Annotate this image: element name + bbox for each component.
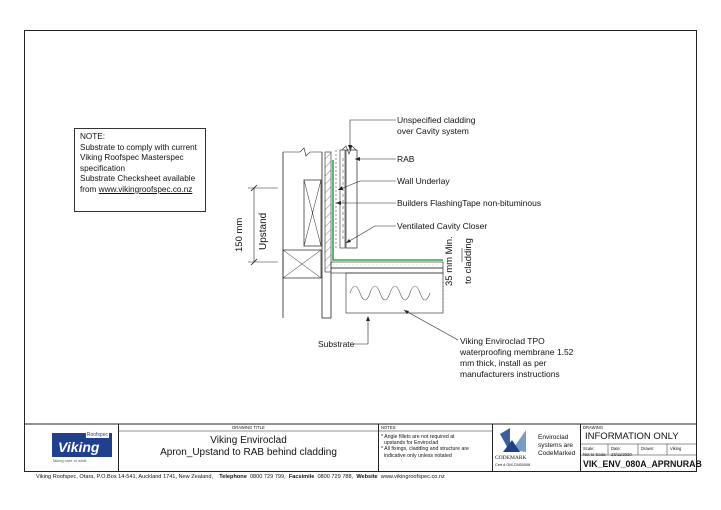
notes-line-2: upstands for Enviroclad — [384, 440, 439, 447]
note-line-2: Viking Roofspec Masterspec — [80, 153, 184, 163]
notes-panel — [378, 424, 492, 472]
note-heading: NOTE: — [80, 132, 106, 141]
logo-viking: Viking — [58, 439, 100, 455]
note-line-5 — [80, 185, 200, 196]
footer-tel-label: Telephone — [219, 474, 247, 480]
notes-line-3: * All fixings, cladding and structure are — [381, 446, 469, 453]
callout-membrane-3: mm thick, install as per — [460, 358, 547, 368]
note-line-1: Substrate to comply with current — [80, 142, 197, 152]
codemark-wordmark: CODEMARK — [495, 455, 527, 461]
drawing-title-line-2: Apron_Upstand to RAB behind cladding — [160, 447, 337, 458]
callout-cladding-1: Unspecified cladding — [397, 115, 476, 125]
notes-label: NOTES: — [381, 425, 397, 430]
logo-tagline: Taking care of what — [52, 458, 87, 463]
footer-address: Viking Roofspec, Otara, P.O.Box 14-541, Auckland 1741, New Zealand, — [36, 474, 214, 480]
scale-label: Scale: — [583, 446, 595, 451]
footer-web[interactable]: www.vikingroofspec.co.nz — [380, 474, 445, 480]
dimension-upstand: Upstand — [258, 212, 269, 250]
note-line-4: Substrate Checksheet available — [80, 174, 196, 184]
codemark-text-2: systems are — [538, 441, 574, 449]
wall-framing — [283, 148, 322, 318]
scale-value: Not to Scale — [583, 452, 606, 457]
drawing-info-panel — [580, 424, 702, 472]
drawn-label: Drawn: — [641, 446, 655, 451]
callout-cladding-2: over Cavity system — [397, 126, 469, 136]
company-footer — [36, 474, 445, 480]
viking-logo-panel — [24, 424, 118, 472]
callout-cavity-closer: Ventilated Cavity Closer — [397, 221, 488, 231]
footer-fax-label: Facsimile — [288, 474, 315, 480]
codemark-text-3: CodeMarked — [538, 449, 576, 457]
drawn-value: Viking — [670, 446, 682, 451]
codemark-text-1: Enviroclad — [538, 434, 569, 441]
website-link[interactable]: www.vikingroofspec.co.nz — [98, 184, 193, 194]
dimension-150mm: 150 mm — [234, 217, 245, 252]
callout-wall-underlay: Wall Underlay — [397, 176, 450, 186]
logo-roofspec: Roofspec — [86, 432, 108, 438]
footer-web-label: Website — [356, 474, 378, 480]
date-value: 23/11/2020 — [611, 452, 632, 457]
substrate-note — [74, 128, 206, 212]
dimension-35mm-min: 35 mm Min. — [444, 236, 455, 286]
notes-line-1: * Angle fillets are not required at — [381, 434, 455, 440]
rab-and-cladding — [325, 146, 357, 272]
dimension-to-cladding: to cladding — [463, 238, 474, 284]
viking-logo — [52, 433, 112, 457]
drawing-label: DRAWING — [583, 425, 604, 430]
notes-line-4: indicative only unless notated — [384, 452, 452, 459]
drawing-title-label: DRAWING TITLE — [232, 425, 265, 430]
codemark-cert: Cert # GM-CM30008 — [495, 463, 531, 467]
footer-fax: 0800 729 788, — [317, 474, 354, 480]
callout-substrate: Substrate — [318, 339, 355, 349]
callout-rab: RAB — [397, 154, 415, 164]
drawing-title-panel — [118, 424, 378, 472]
codemark-panel — [492, 424, 580, 472]
tpo-membrane — [333, 160, 443, 260]
drawing-title-line-1: Viking Enviroclad — [210, 435, 287, 446]
callout-flashing-tape: Builders FlashingTape non-bituminous — [397, 198, 542, 208]
note-line-5-prefix: from — [80, 184, 99, 194]
note-line-3: specification — [80, 163, 126, 173]
arrowheads — [336, 145, 409, 321]
roof-substrate — [322, 262, 443, 318]
footer-tel: 0800 729 799, — [249, 474, 286, 480]
drawing-status: INFORMATION ONLY — [585, 431, 679, 442]
drawing-number: VIK_ENV_080A_APRNURAB — [583, 459, 702, 469]
callout-membrane-2: waterproofing membrane 1.52 — [460, 347, 574, 357]
callout-membrane-1: Viking Enviroclad TPO — [460, 336, 545, 346]
callout-membrane-4: manufacturers instructions — [460, 369, 560, 379]
date-label: Date: — [611, 446, 622, 451]
